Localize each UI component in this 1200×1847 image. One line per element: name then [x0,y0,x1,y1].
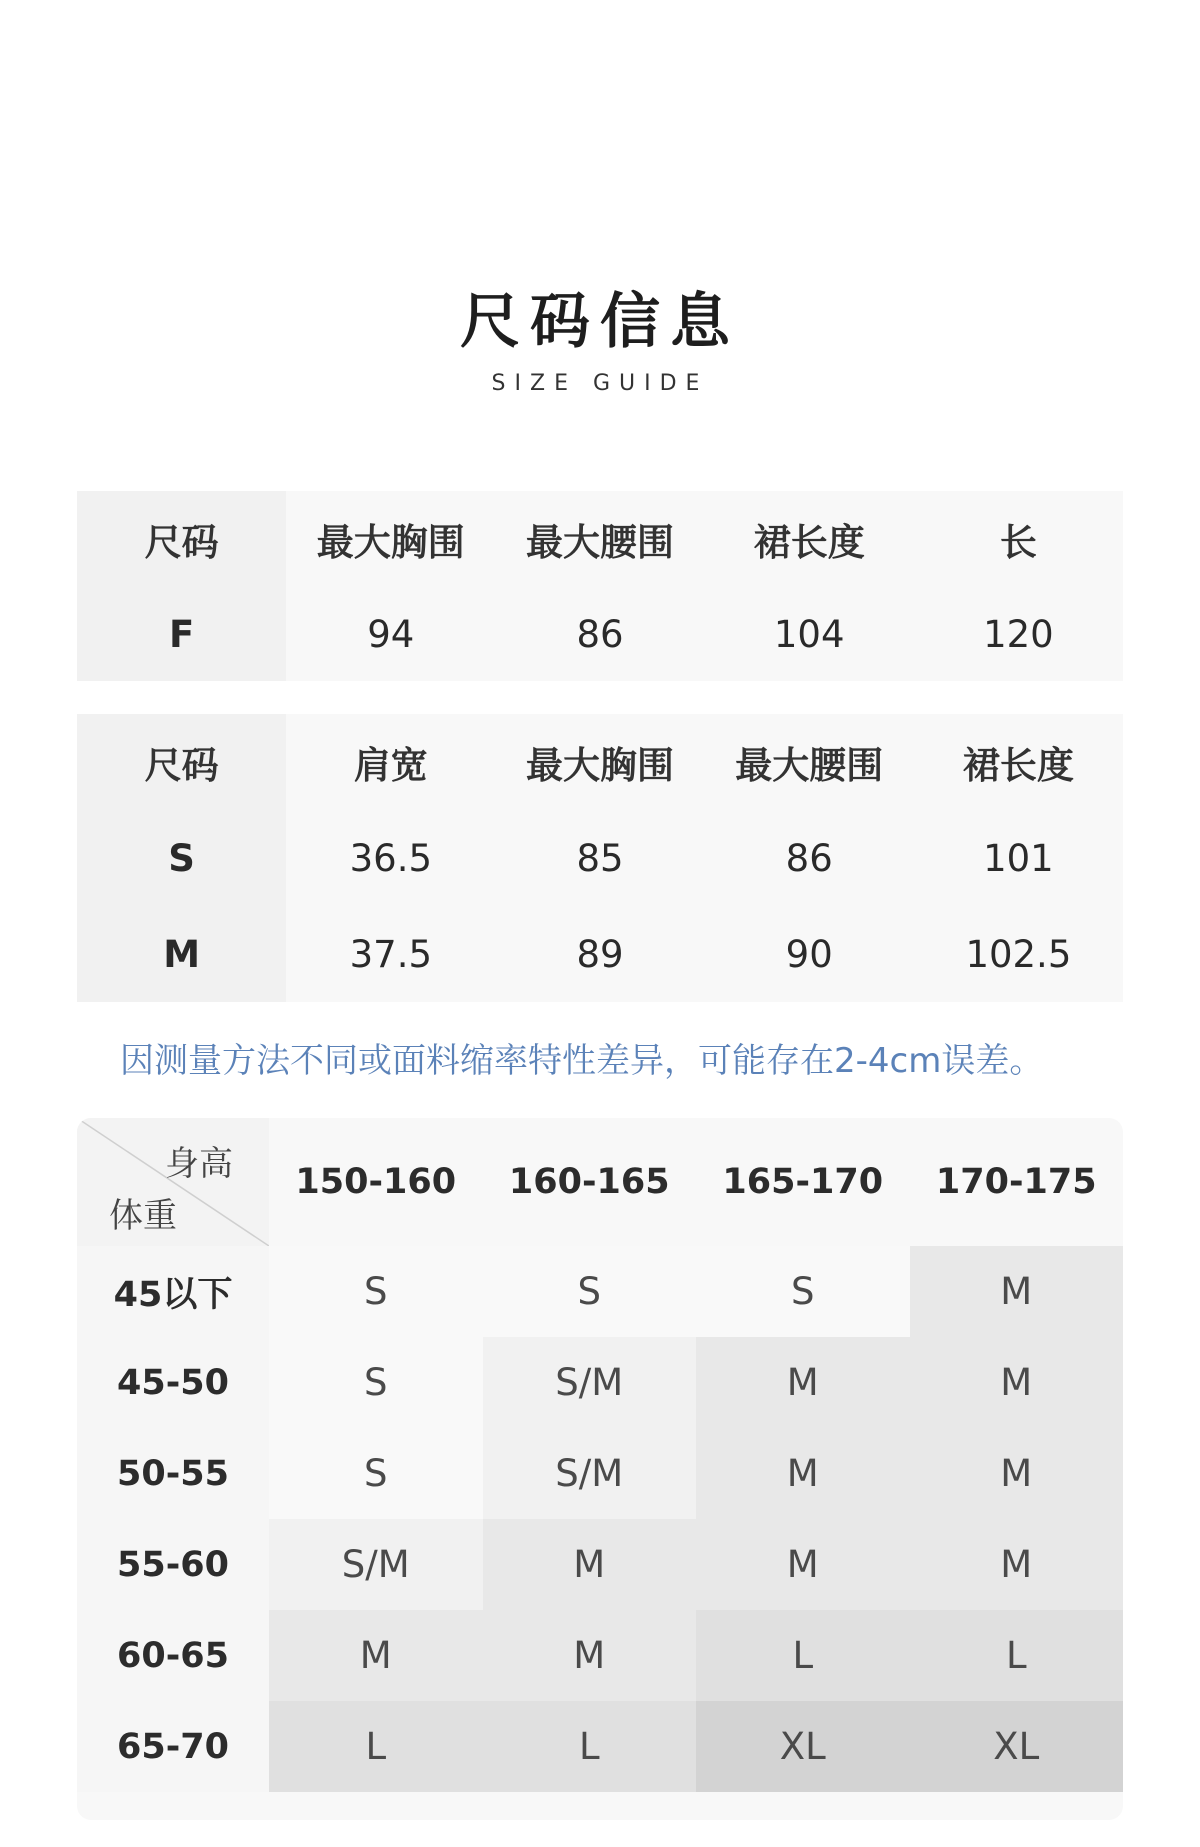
weight-range-label: 60-65 [77,1610,269,1701]
height-range-header: 170-175 [935,1162,1097,1202]
recommended-size-cell: XL [696,1701,910,1792]
table-cell: 101 [983,836,1054,880]
recommended-size-cell: S [269,1337,483,1428]
grid-header-row [77,1118,1123,1246]
recommended-size-cell: S/M [483,1428,697,1519]
recommended-size-cell: M [910,1519,1124,1610]
table-header-cell: 最大腰围 [526,521,674,564]
table-row [77,810,1123,906]
recommended-size-cell: M [483,1519,697,1610]
recommended-size-cell: S [269,1246,483,1337]
table-cell: 90 [785,932,833,976]
weight-range-label: 45-50 [77,1337,269,1428]
grid-corner [77,1118,269,1246]
table-header-row [77,714,1123,810]
size-table-two [77,714,1123,1002]
recommended-size-cell: M [483,1610,697,1701]
table-cell: 120 [983,612,1054,656]
grid-row [77,1519,1123,1610]
height-range-header: 165-170 [722,1162,884,1202]
table-cell: 85 [576,836,624,880]
table-cell: 86 [785,836,833,880]
weight-range-label: 50-55 [77,1428,269,1519]
weight-range-label: 65-70 [77,1701,269,1792]
table-header-cell: 最大胸围 [526,744,674,787]
table-row [77,906,1123,1002]
measurement-note: 因测量方法不同或面料缩率特性差异，可能存在2-4cm误差。 [120,1041,1044,1081]
table-header-cell: 尺码 [77,714,286,810]
table-header-cell: 尺码 [77,491,286,587]
table-header-cell: 裙长度 [753,521,865,564]
weight-range-label: 55-60 [77,1519,269,1610]
table-header-row [77,491,1123,587]
table-cell: 37.5 [349,932,432,976]
recommended-size-cell: L [910,1610,1124,1701]
recommended-size-cell: M [269,1610,483,1701]
table-cell: 102.5 [965,932,1072,976]
size-recommendation-grid [77,1118,1123,1820]
recommended-size-cell: M [696,1428,910,1519]
recommended-size-cell: M [696,1519,910,1610]
recommended-size-cell: M [696,1337,910,1428]
recommended-size-cell: XL [910,1701,1124,1792]
recommended-size-cell: S/M [483,1337,697,1428]
page-title: 尺码信息 [460,287,740,357]
table-cell: 94 [367,612,415,656]
table-cell: 36.5 [349,836,432,880]
recommended-size-cell: S [696,1246,910,1337]
page-subtitle: SIZE GUIDE [491,371,709,396]
height-axis-label: 身高 [165,1144,233,1184]
recommended-size-cell: M [910,1428,1124,1519]
table-cell: 86 [576,612,624,656]
size-label: S [77,810,286,906]
recommended-size-cell: L [696,1610,910,1701]
table-cell: 104 [773,612,845,656]
weight-axis-label: 体重 [109,1196,177,1236]
table-row [77,587,1123,681]
grid-row [77,1610,1123,1701]
recommended-size-cell: S [483,1246,697,1337]
grid-row [77,1337,1123,1428]
grid-row [77,1428,1123,1519]
recommended-size-cell: S [269,1428,483,1519]
recommended-size-cell: L [483,1701,697,1792]
recommended-size-cell: M [910,1337,1124,1428]
height-range-header: 160-165 [508,1162,670,1202]
table-header-cell: 最大胸围 [316,521,465,564]
table-header-cell: 肩宽 [353,744,428,787]
size-label: F [77,587,286,681]
table-header-cell: 最大腰围 [735,744,884,787]
height-range-header: 150-160 [295,1162,457,1202]
table-cell: 89 [576,932,624,976]
table-header-cell: 裙长度 [962,744,1074,787]
table-header-cell: 长 [999,521,1037,564]
recommended-size-cell: M [910,1246,1124,1337]
grid-body [77,1246,1123,1792]
grid-row [77,1246,1123,1337]
recommended-size-cell: L [269,1701,483,1792]
size-table-one [77,491,1123,681]
size-label: M [77,906,286,1002]
weight-range-label: 45以下 [77,1246,269,1337]
grid-row [77,1701,1123,1792]
recommended-size-cell: S/M [269,1519,483,1610]
